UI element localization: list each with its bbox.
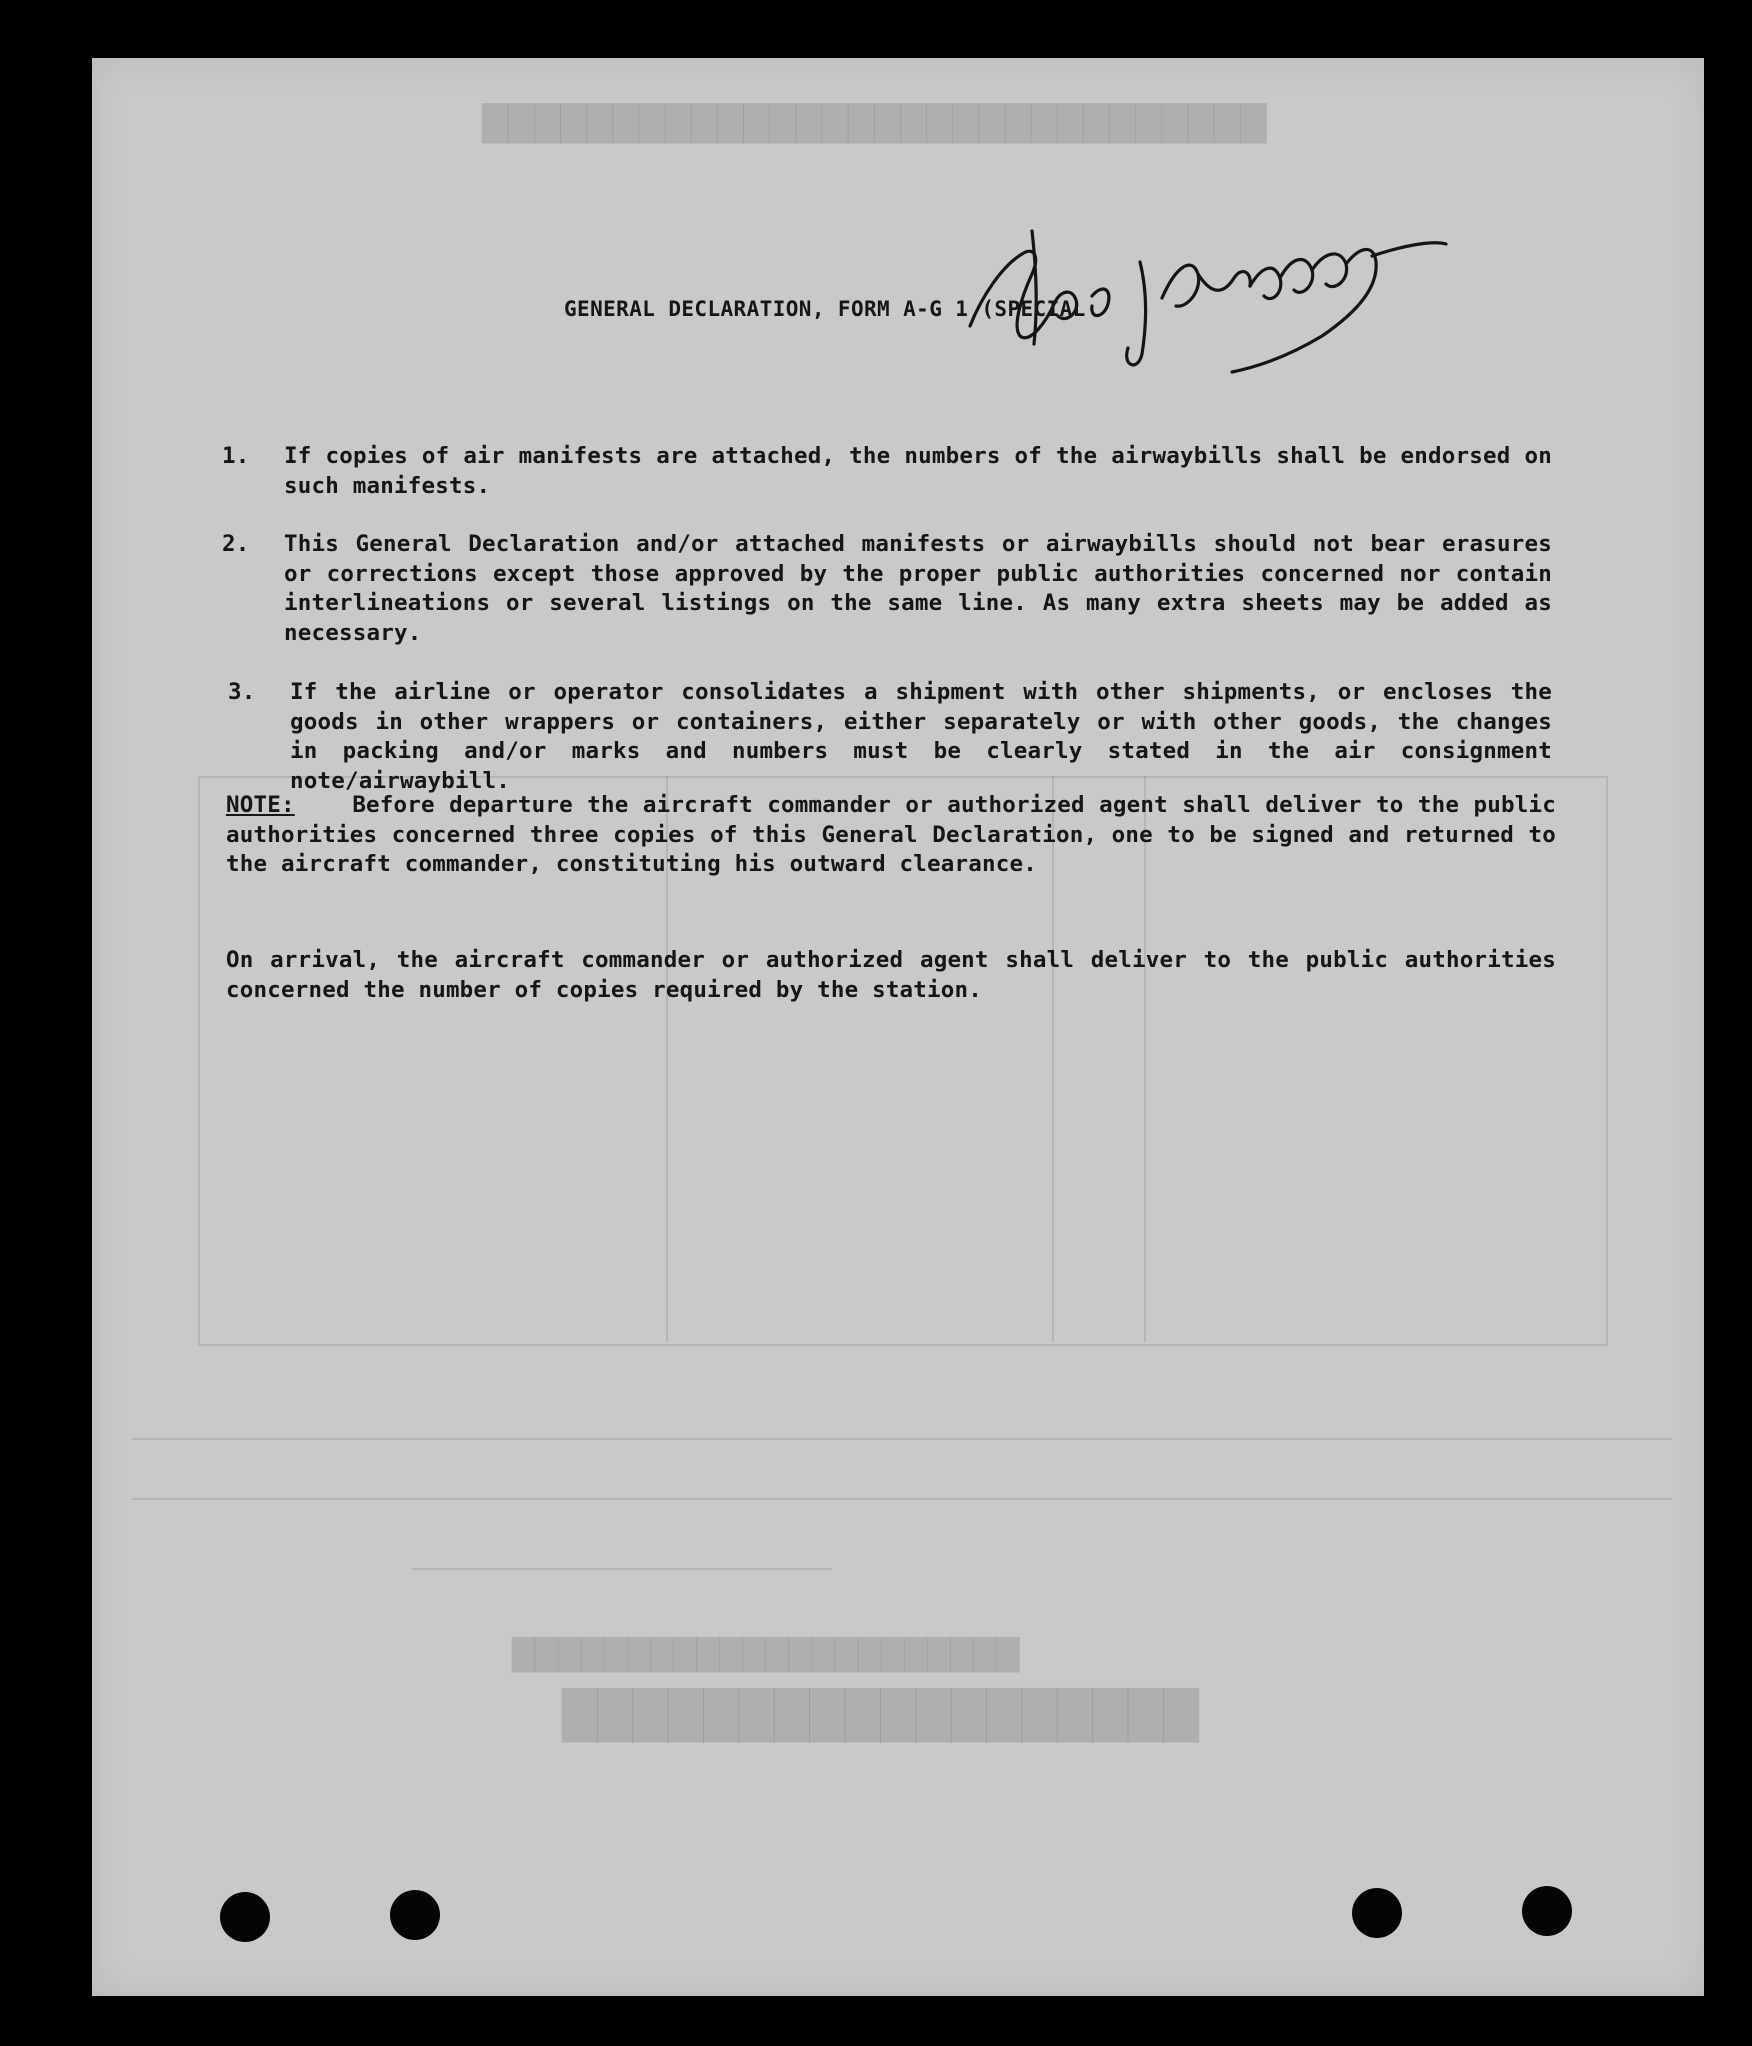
- item-text: This General Declaration and/or attached manifests or airwaybills should not bear erasures or corrections except those approved by the proper public authorities concerned nor contain interlineations or several listings on the same line. As many extra sheets may be added as necessary.: [284, 531, 1552, 646]
- item-number: 1.: [222, 443, 250, 469]
- page-title: GENERAL DECLARATION, FORM A-G 1 (SPECIAL: [564, 297, 1086, 321]
- note-text: Before departure the aircraft commander or authorized agent shall deliver to the public authorities concerned three copies of this General Declaration, one to be signed and returned to the aircraft commander, constituting his outward clearance.: [226, 792, 1556, 877]
- punch-hole: [1352, 1888, 1402, 1938]
- document-page: ██████████████████████████████ ██████████████████████ ██████████████████ GENERAL DECLARATION, FORM A-G 1 (SPECIAL 1. If copies of air manifests are attached, the numbers of the airwaybills shall be endorsed on such manifests. 2. This General Declaration and/or attached manifests or airwaybills should not bear erasures or corrections except those approved by the proper public authorities concerned nor contain interlineations or several listings on the same line. As many extra sheets may be added as necessary. 3. If the airline or operator consolidates a shipment with other shipments, or encloses the goods in other wrappers or containers, either separately or with other goods, the changes in packing and/or marks and numbers must be clearly stated in the air consignment note/airwaybill. NOTE: Before departure the aircraft commander or authorized agent shall deliver to the public authorities concerned three copies of this General Declaration, one to be signed and returned to the aircraft commander, constituting his outward clearance. On arrival, the aircraft commander or authorized agent shall deliver to the public authorities concerned the number of copies required by the station.: [92, 58, 1704, 1996]
- punch-hole: [390, 1890, 440, 1940]
- punch-hole: [1522, 1886, 1572, 1936]
- item-text: If the airline or operator consolidates a shipment with other shipments, or encloses the goods in other wrappers or containers, either separately or with other goods, the changes in packing and/or marks and numbers must be clearly stated in the air consignment note/airwaybill.: [290, 679, 1552, 794]
- note-label: NOTE:: [226, 792, 295, 818]
- arrival-paragraph: On arrival, the aircraft commander or authorized agent shall deliver to the public authorities concerned the number of copies required by the station.: [226, 947, 1556, 1003]
- item-text: If copies of air manifests are attached, the numbers of the airwaybills shall be endorsed on such manifests.: [284, 443, 1552, 499]
- item-number: 3.: [228, 679, 256, 705]
- item-number: 2.: [222, 531, 250, 557]
- note-section: [226, 791, 1556, 880]
- punch-hole: [220, 1892, 270, 1942]
- note-paragraph: [226, 791, 1556, 880]
